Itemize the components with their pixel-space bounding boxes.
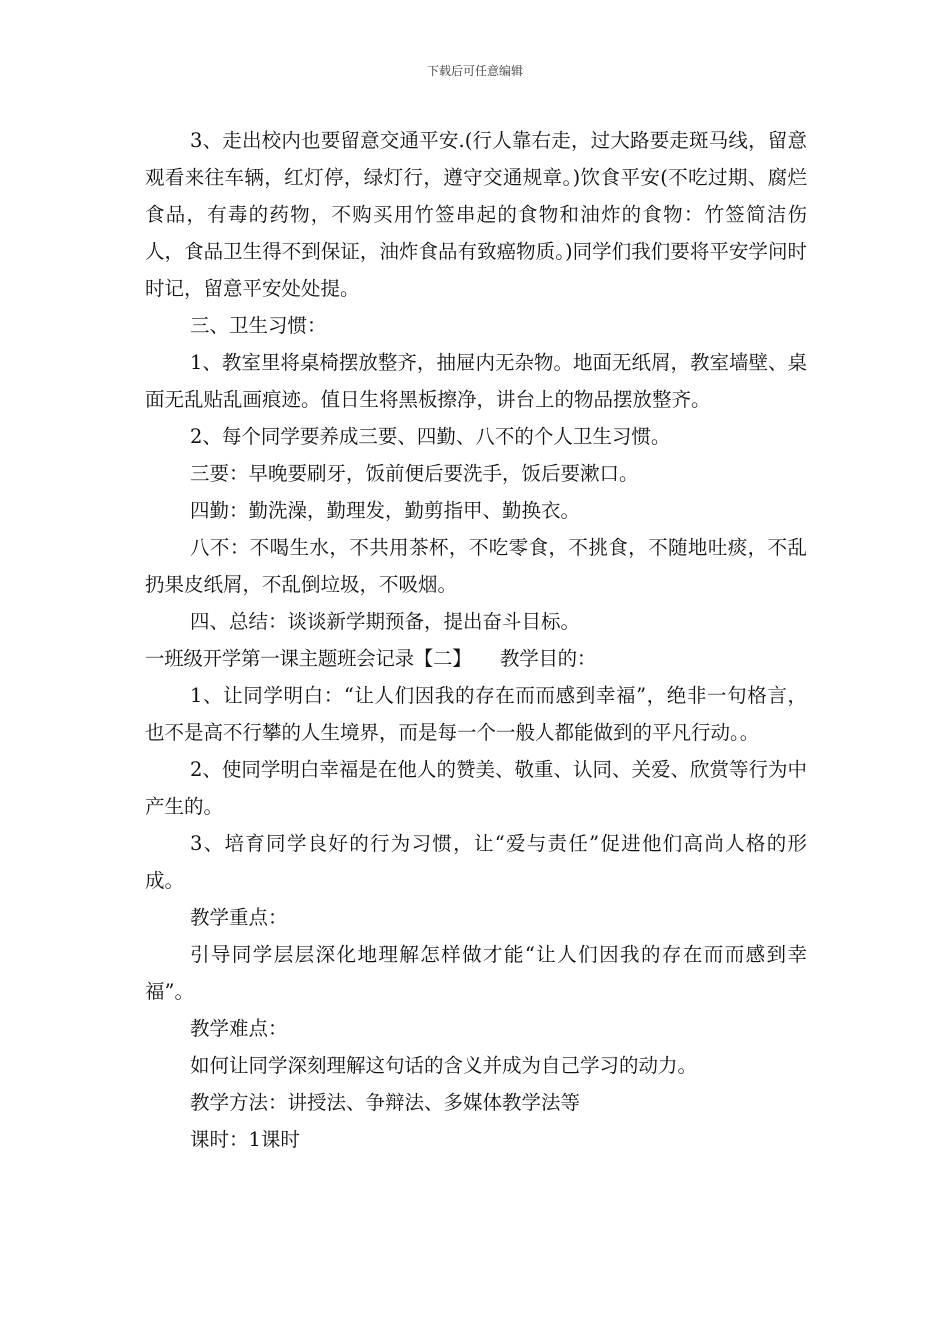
paragraph-goal-3: 3、培育同学良好的行为习惯，让“爱与责任”促进他们高尚人格的形成。 [145, 832, 807, 892]
paragraph-traffic-safety: 3、走出校内也要留意交通平安.(行人靠右走，过大路要走斑马线，留意观看来往车辆，红灯停，绿灯行，遵守交通规章。)饮食平安(不吃过期、腐烂食品，有毒的药物，不购买用竹签串起的食物和油炸的食物：竹签简洁伤人，食品卫生得不到保证，油炸食品有致癌物质。)同学们我们要将平安学问时时记，留意平安处处提。 [145, 129, 807, 300]
section-heading-summary: 四、总结：谈谈新学期预备，提出奋斗目标。 [190, 610, 581, 633]
paragraph-key-points: 引导同学层层深化地理解怎样做才能“让人们因我的存在而而感到幸福”。 [145, 943, 807, 1003]
heading-teaching-difficulties: 教学难点： [190, 1017, 288, 1040]
paragraph-three-musts: 三要：早晚要刷牙，饭前便后要洗手，饭后要漱口。 [190, 462, 639, 485]
document-body [145, 122, 807, 1158]
paragraph-class-hours: 课时：1课时 [190, 1128, 300, 1151]
section-heading-hygiene: 三、卫生习惯： [190, 314, 327, 337]
paragraph-difficulties: 如何让同学深刻理解这句话的含义并成为自己学习的动力。 [190, 1054, 698, 1077]
paragraph-four-diligences: 四勤：勤洗澡，勤理发，勤剪指甲、勤换衣。 [190, 499, 581, 522]
page-header: 下载后可任意编辑 [426, 64, 523, 78]
paragraph-classroom-tidy: 1、教室里将桌椅摆放整齐，抽屉内无杂物。地面无纸屑，教室墙壁、桌面无乱贴乱画痕迹。值日生将黑板擦净，讲台上的物品摆放整齐。 [145, 351, 807, 411]
paragraph-goal-2: 2、使同学明白幸福是在他人的赞美、敬重、认同、关爱、欣赏等行为中产生的。 [145, 758, 807, 818]
heading-teaching-key-points: 教学重点： [190, 906, 288, 929]
paragraph-goal-1: 1、让同学明白：“让人们因我的存在而而感到幸福”，绝非一句格言，也不是高不行攀的人生境界，而是每一个一般人都能做到的平凡行动。。 [145, 684, 807, 744]
section-title-class-meeting-two: 一班级开学第一课主题班会记录【二】 教学目的： [145, 647, 597, 670]
paragraph-hygiene-habits: 2、每个同学要养成三要、四勤、八不的个人卫生习惯。 [190, 425, 671, 448]
paragraph-teaching-methods: 教学方法：讲授法、争辩法、多媒体教学法等 [190, 1091, 581, 1114]
paragraph-eight-nots: 八不：不喝生水，不共用茶杯，不吃零食，不挑食，不随地吐痰，不乱扔果皮纸屑，不乱倒垃圾，不吸烟。 [145, 536, 807, 596]
